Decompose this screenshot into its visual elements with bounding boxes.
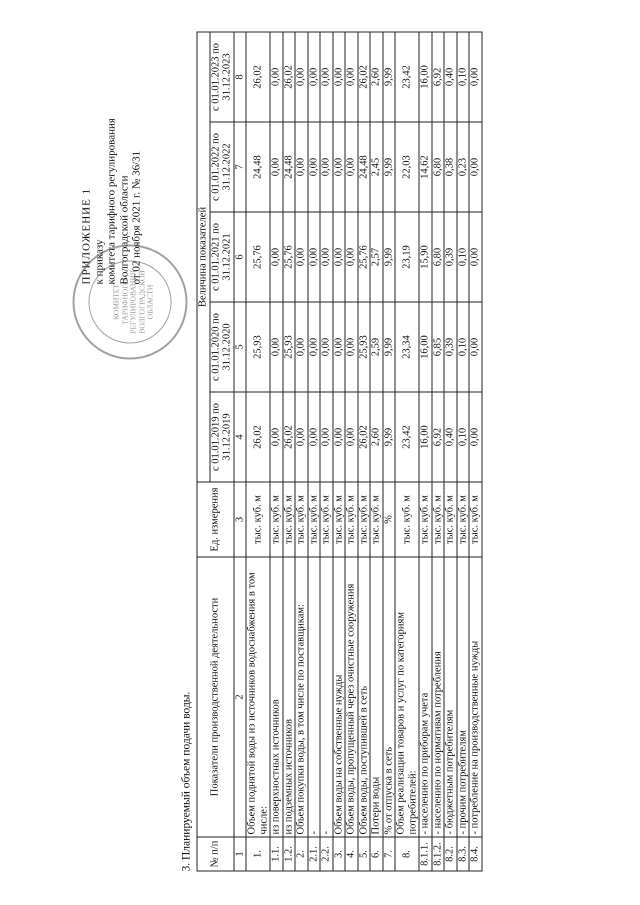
table-row — [246, 32, 270, 871]
row-number: 8.3. — [456, 837, 469, 871]
stamp-text: КОМИТЕТ ТАРИФНОГО РЕГУЛИРОВАНИЯ ВОЛГОГРАДСКОЙ ОБЛАСТИ — [111, 270, 154, 334]
row-unit: тыс. куб. м — [456, 482, 469, 557]
row-value: 6,80 — [431, 212, 444, 302]
row-value: 0,38 — [444, 122, 457, 212]
row-number: 7. — [382, 837, 395, 871]
row-unit: тыс. куб. м — [282, 482, 295, 557]
row-value: 0,00 — [307, 122, 320, 212]
table-row — [307, 32, 320, 871]
row-value: 0,00 — [295, 302, 308, 392]
row-number: 3. — [332, 837, 345, 871]
table-row — [395, 32, 419, 871]
row-indicator: - — [320, 557, 333, 837]
header-unit: Ед. измерения — [197, 482, 234, 557]
row-value: 0,00 — [332, 302, 345, 392]
row-value: 0,10 — [456, 32, 469, 122]
row-indicator: - потребление на производственные нужды — [469, 557, 482, 837]
row-indicator: - — [307, 557, 320, 837]
row-value: 0,00 — [307, 302, 320, 392]
row-value: 16,00 — [419, 32, 432, 122]
row-value: 0,00 — [345, 32, 358, 122]
row-value: 26,02 — [246, 32, 270, 122]
row-number: 1.1. — [270, 837, 283, 871]
row-value: 25,76 — [357, 212, 370, 302]
official-stamp — [72, 245, 187, 360]
table-body — [246, 32, 482, 871]
row-indicator: Объем покупки воды, в том числе по поставщикам: — [295, 557, 308, 837]
header-period: с 01.01.2021 по 31.12.2021 — [209, 212, 233, 302]
row-indicator: из поверхностных источников — [270, 557, 283, 837]
row-value: 24,48 — [357, 122, 370, 212]
row-value: 2,60 — [370, 32, 383, 122]
row-number: 2. — [295, 837, 308, 871]
row-value: 0,00 — [345, 122, 358, 212]
row-value: 0,00 — [295, 122, 308, 212]
row-value: 16,00 — [419, 302, 432, 392]
row-unit: тыс. куб. м — [444, 482, 457, 557]
row-value: 0,00 — [345, 392, 358, 482]
appendix-line: Волгоградской области — [117, 175, 130, 285]
row-indicator: Объем воды, пропущенный через очистные сооружения — [345, 557, 358, 837]
row-indicator: из подземных источников — [282, 557, 295, 837]
row-value: 0,39 — [444, 302, 457, 392]
header-row-top — [197, 32, 210, 871]
row-value: 0,00 — [307, 212, 320, 302]
row-value: 0,23 — [456, 122, 469, 212]
row-number: 8.1.2. — [431, 837, 444, 871]
row-value: 9,99 — [382, 122, 395, 212]
row-number: 1.2. — [282, 837, 295, 871]
table-row — [357, 32, 370, 871]
row-value: 0,00 — [270, 302, 283, 392]
row-value: 6,80 — [431, 122, 444, 212]
row-value: 14,62 — [419, 122, 432, 212]
row-value: 26,02 — [357, 392, 370, 482]
row-value: 23,42 — [395, 32, 419, 122]
row-value: 0,00 — [270, 212, 283, 302]
column-number: 3 — [233, 482, 246, 557]
row-value: 16,00 — [419, 392, 432, 482]
row-unit: тыс. куб. м — [395, 482, 419, 557]
table-row — [431, 32, 444, 871]
row-unit: тыс. куб. м — [320, 482, 333, 557]
row-value: 26,02 — [282, 392, 295, 482]
row-indicator: Потери воды — [370, 557, 383, 837]
row-value: 26,02 — [246, 392, 270, 482]
row-value: 0,00 — [345, 212, 358, 302]
row-number: 8.1.1. — [419, 837, 432, 871]
row-value: 0,00 — [320, 212, 333, 302]
row-value: 0,00 — [295, 212, 308, 302]
row-value: 9,99 — [382, 32, 395, 122]
column-number: 4 — [233, 392, 246, 482]
row-value: 25,76 — [282, 212, 295, 302]
row-indicator: Объем поднятой воды из источников водоснабжения в том числе: — [246, 557, 270, 837]
table-row — [444, 32, 457, 871]
table-row — [295, 32, 308, 871]
column-number: 5 — [233, 302, 246, 392]
row-value: 2,45 — [370, 122, 383, 212]
row-value: 6,92 — [431, 392, 444, 482]
row-value: 25,76 — [246, 212, 270, 302]
row-value: 0,10 — [456, 302, 469, 392]
row-number: 4. — [345, 837, 358, 871]
column-number: 8 — [233, 32, 246, 122]
row-unit: тыс. куб. м — [270, 482, 283, 557]
row-unit: тыс. куб. м — [295, 482, 308, 557]
row-value: 9,99 — [382, 302, 395, 392]
row-number: 8. — [395, 837, 419, 871]
header-period: с 01.01.2023 по 31.12.2023 — [209, 32, 233, 122]
row-number: 2.1. — [307, 837, 320, 871]
row-indicator: - прочим потребителям — [456, 557, 469, 837]
appendix-line: к приказу — [92, 239, 105, 285]
row-number: 6. — [370, 837, 383, 871]
row-value: 0,00 — [270, 32, 283, 122]
row-value: 0,00 — [469, 392, 482, 482]
row-value: 0,00 — [320, 392, 333, 482]
row-unit: тыс. куб. м — [332, 482, 345, 557]
row-value: 0,00 — [332, 212, 345, 302]
section-heading: 3. Планируемый объем подачи воды. — [180, 691, 192, 872]
appendix-line: от 02 ноября 2021 г. № 36/31 — [130, 150, 142, 285]
row-value: 23,34 — [395, 302, 419, 392]
column-number: 6 — [233, 212, 246, 302]
column-number-row — [233, 32, 246, 871]
column-number: 1 — [233, 837, 246, 871]
row-unit: тыс. куб. м — [357, 482, 370, 557]
table-row — [370, 32, 383, 871]
table-row — [320, 32, 333, 871]
row-indicator: - бюджетным потребителям — [444, 557, 457, 837]
appendix-title: ПРИЛОЖЕНИЕ 1 — [80, 187, 92, 285]
row-value: 26,02 — [282, 32, 295, 122]
row-unit: тыс. куб. м — [419, 482, 432, 557]
row-value: 25,93 — [282, 302, 295, 392]
row-value: 0,00 — [320, 302, 333, 392]
row-value: 0,00 — [332, 392, 345, 482]
row-value: 0,10 — [456, 212, 469, 302]
row-indicator: - населению по приборам учета — [419, 557, 432, 837]
row-value: 2,59 — [370, 302, 383, 392]
water-supply-table — [196, 31, 482, 871]
table-row — [419, 32, 432, 871]
table-row — [270, 32, 283, 871]
row-value: 26,02 — [357, 32, 370, 122]
row-unit: тыс. куб. м — [307, 482, 320, 557]
column-number: 2 — [233, 557, 246, 837]
row-value: 0,10 — [456, 392, 469, 482]
row-value: 15,90 — [419, 212, 432, 302]
row-value: 9,99 — [382, 392, 395, 482]
row-indicator: - населению по нормативам потребления — [431, 557, 444, 837]
row-value: 25,93 — [246, 302, 270, 392]
appendix-line: комитета тарифного регулирования — [105, 118, 117, 285]
table-row — [469, 32, 482, 871]
row-number: 1. — [246, 837, 270, 871]
row-value: 24,48 — [246, 122, 270, 212]
row-value: 0,00 — [469, 212, 482, 302]
row-value: 25,93 — [357, 302, 370, 392]
header-num: № п/п — [197, 837, 234, 871]
row-value: 0,00 — [332, 122, 345, 212]
row-value: 9,99 — [382, 212, 395, 302]
header-period: с 01.01.2020 по 31.12.2020 — [209, 302, 233, 392]
row-value: 0,00 — [307, 32, 320, 122]
header-indicator: Показатели производственной деятельности — [197, 557, 234, 837]
row-value: 6,92 — [431, 32, 444, 122]
row-number: 8.4. — [469, 837, 482, 871]
row-value: 23,42 — [395, 392, 419, 482]
row-number: 8.2. — [444, 837, 457, 871]
row-indicator: Объем реализации товаров и услуг по категориям потребителей: — [395, 557, 419, 837]
row-unit: тыс. куб. м — [431, 482, 444, 557]
header-values-group: Величина показателей — [197, 32, 210, 482]
row-value: 0,00 — [320, 32, 333, 122]
row-value: 0,00 — [270, 392, 283, 482]
row-indicator: Объем воды, поступившей в сеть — [357, 557, 370, 837]
row-number: 5. — [357, 837, 370, 871]
row-value: 0,00 — [469, 122, 482, 212]
row-value: 0,00 — [270, 122, 283, 212]
row-indicator: % от отпуска в сеть — [382, 557, 395, 837]
row-value: 0,00 — [345, 302, 358, 392]
table-row — [282, 32, 295, 871]
row-unit: тыс. куб. м — [469, 482, 482, 557]
row-value: 2,57 — [370, 212, 383, 302]
column-number: 7 — [233, 122, 246, 212]
row-value: 23,19 — [395, 212, 419, 302]
row-unit: тыс. куб. м — [370, 482, 383, 557]
row-indicator: Объем воды на собственные нужды — [332, 557, 345, 837]
row-value: 22,03 — [395, 122, 419, 212]
row-value: 0,00 — [295, 392, 308, 482]
table-row — [332, 32, 345, 871]
row-value: 6,85 — [431, 302, 444, 392]
header-period: с 01.01.2019 по 31.12.2019 — [209, 392, 233, 482]
row-value: 0,40 — [444, 32, 457, 122]
row-value: 0,40 — [444, 392, 457, 482]
row-value: 2,60 — [370, 392, 383, 482]
row-unit: тыс. куб. м — [246, 482, 270, 557]
table-row — [456, 32, 469, 871]
row-value: 0,00 — [332, 32, 345, 122]
row-unit: % — [382, 482, 395, 557]
row-value: 24,48 — [282, 122, 295, 212]
table-row — [345, 32, 358, 871]
row-value: 0,39 — [444, 212, 457, 302]
row-number: 2.2. — [320, 837, 333, 871]
row-value: 0,00 — [469, 302, 482, 392]
row-value: 0,00 — [295, 32, 308, 122]
header-period: с 01.01.2022 по 31.12.2022 — [209, 122, 233, 212]
row-value: 0,00 — [320, 122, 333, 212]
row-value: 0,00 — [307, 392, 320, 482]
table-row — [382, 32, 395, 871]
row-unit: тыс. куб. м — [345, 482, 358, 557]
row-value: 0,00 — [469, 32, 482, 122]
rotated-document-page — [80, 25, 560, 880]
